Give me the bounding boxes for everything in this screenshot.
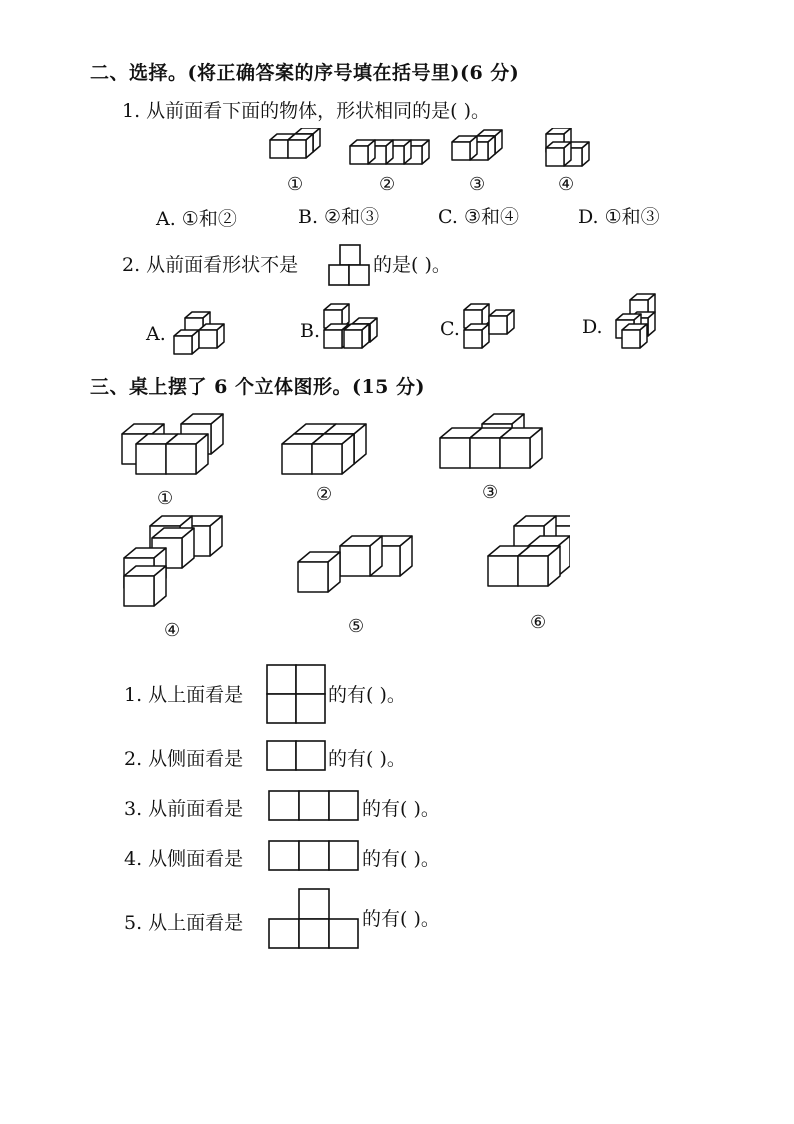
s3-figure-2: [282, 424, 366, 474]
s3-question-1-shape: [266, 664, 326, 724]
s3-question-3-after: 的有( )。: [362, 798, 440, 820]
s3-question-1-before: 1. 从上面看是: [124, 684, 244, 706]
s3-question-2-after: 的有( )。: [328, 748, 406, 770]
q1-figure-1: [270, 128, 320, 158]
q2-option-d[interactable]: D.: [582, 316, 603, 338]
s3-figure-1: [122, 414, 223, 474]
q1-figure-label-3: ③: [469, 174, 486, 195]
q1-option-c[interactable]: C. ③和④: [438, 206, 519, 228]
question-2-2-text-before: 2. 从前面看形状不是: [122, 254, 299, 276]
s3-question-5-shape: [268, 888, 360, 950]
s3-question-3-shape: [268, 790, 360, 822]
q2-option-c[interactable]: C.: [440, 318, 460, 340]
s3-figure-label-6: ⑥: [530, 612, 547, 633]
q1-figure-3: [452, 130, 502, 160]
section-2-heading: 二、选择。(将正确答案的序号填在括号里)(6 分): [90, 62, 520, 84]
s3-question-2-before: 2. 从侧面看是: [124, 748, 244, 770]
q2-option-b-figure: [320, 298, 390, 360]
q2-option-d-figure: [604, 292, 664, 354]
question-2-1-text: 1. 从前面看下面的物体，形状相同的是( )。: [122, 100, 491, 122]
s3-question-5-before: 5. 从上面看是: [124, 912, 244, 934]
s3-question-1-after: 的有( )。: [328, 684, 406, 706]
question-2-2-text-after: 的是( )。: [373, 254, 451, 276]
s3-figure-4: [124, 516, 222, 606]
q2-option-b[interactable]: B.: [300, 320, 321, 342]
s3-figure-label-3: ③: [482, 482, 499, 503]
s3-figure-label-1: ①: [157, 488, 174, 509]
q2-option-a-figure: [170, 298, 230, 360]
section-3-heading: 三、桌上摆了 6 个立体图形。(15 分): [90, 376, 425, 398]
question-2-1-figures: [258, 128, 608, 172]
s3-figure-label-2: ②: [316, 484, 333, 505]
q1-option-b[interactable]: B. ②和③: [298, 206, 380, 228]
s3-question-4-shape: [268, 840, 360, 872]
s3-figure-label-5: ⑤: [348, 616, 365, 637]
s3-figure-label-4: ④: [164, 620, 181, 641]
q1-figure-2: [350, 140, 429, 164]
s3-question-3-before: 3. 从前面看是: [124, 798, 244, 820]
q1-figure-label-4: ④: [558, 174, 575, 195]
s3-figure-6: [488, 516, 570, 586]
s3-figure-3: [440, 414, 542, 468]
q2-inline-shape: [328, 244, 372, 288]
section-3-figures: [110, 400, 570, 620]
q1-option-a[interactable]: A. ①和②: [156, 208, 237, 230]
s3-question-2-shape: [266, 740, 326, 772]
s3-question-4-after: 的有( )。: [362, 848, 440, 870]
s3-question-5-after: 的有( )。: [362, 908, 440, 930]
q1-figure-label-2: ②: [379, 174, 396, 195]
s3-figure-5: [298, 536, 412, 592]
q1-figure-label-1: ①: [287, 174, 304, 195]
q2-option-a[interactable]: A.: [146, 323, 166, 345]
q1-figure-4: [546, 128, 589, 166]
q2-option-c-figure: [460, 296, 524, 358]
q1-option-d[interactable]: D. ①和③: [578, 206, 660, 228]
s3-question-4-before: 4. 从侧面看是: [124, 848, 244, 870]
